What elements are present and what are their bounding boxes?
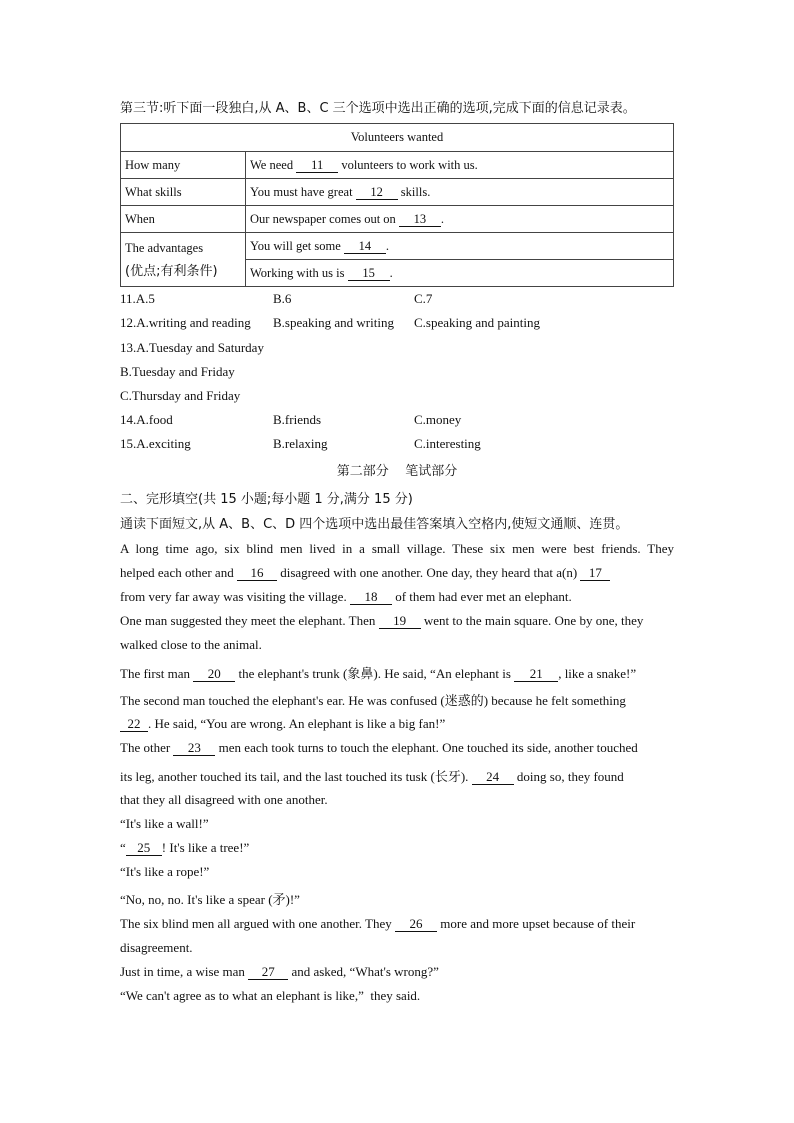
option-c: C.7 — [414, 291, 433, 306]
cloze-instruction: 通读下面短文,从 A、B、C、D 四个选项中选出最佳答案填入空格内,使短文通顺、连贯。 — [120, 517, 629, 532]
passage-line: The first man 20 the elephant's trunk (象鼻). He said, “An elephant is 21 , like a snake!” — [120, 666, 637, 681]
blank-23: 23 — [173, 741, 215, 756]
blank-19: 19 — [379, 614, 421, 629]
passage-line: A long time ago, six blind men lived in a small village. These six men were best friends. They — [120, 541, 674, 556]
passage-line: The other 23 men each took turns to touch the elephant. One touched its side, another touched — [120, 740, 638, 755]
blank-13: 13 — [399, 212, 441, 227]
blank-15: 15 — [348, 266, 390, 281]
option-b: B.speaking and writing — [273, 315, 394, 330]
row-content: You must have great 12 skills. — [246, 179, 674, 206]
passage-line: helped each other and 16 disagreed with one another. One day, they heard that a(n) 17 — [120, 565, 610, 581]
option-13c: C.Thursday and Friday — [120, 388, 241, 403]
blank-25: 25 — [126, 841, 162, 856]
blank-26: 26 — [395, 917, 437, 932]
passage-line: walked close to the animal. — [120, 637, 262, 652]
cloze-section-title: 二、完形填空(共 15 小题;每小题 1 分,满分 15 分) — [120, 492, 413, 507]
passage-line: “ 25 ! It's like a tree!” — [120, 840, 250, 855]
section3-title: 第三节:听下面一段独白,从 A、B、C 三个选项中选出正确的选项,完成下面的信息记录表。 — [120, 101, 636, 116]
options-q12 — [120, 315, 674, 335]
blank-20: 20 — [193, 667, 235, 682]
blank-22: 22 — [120, 717, 148, 732]
blank-14: 14 — [344, 239, 386, 254]
passage-line: “We can't agree as to what an elephant is like,” they said. — [120, 988, 421, 1003]
blank-18: 18 — [350, 590, 392, 605]
options-q14 — [120, 412, 674, 432]
table-row — [121, 233, 674, 260]
blank-27: 27 — [248, 965, 288, 980]
passage-line: from very far away was visiting the village. 18 of them had ever met an elephant. — [120, 589, 572, 604]
option-a: 14.A.food — [120, 412, 173, 427]
passage-line: “No, no, no. It's like a spear (矛)!” — [120, 892, 300, 907]
option-a: 15.A.exciting — [120, 436, 191, 451]
option-13b: B.Tuesday and Friday — [120, 364, 235, 379]
blank-17: 17 — [580, 566, 610, 581]
row-content: Our newspaper comes out on 13 . — [246, 206, 674, 233]
passage-line: disagreement. — [120, 940, 193, 955]
option-b: B.friends — [273, 412, 322, 427]
passage-line: 22 . He said, “You are wrong. An elephant is like a big fan!” — [120, 716, 445, 732]
option-a: 12.A.writing and reading — [120, 315, 251, 330]
row-content: Working with us is 15 . — [246, 260, 674, 287]
row-content: You will get some 14 . — [246, 233, 674, 260]
passage-line: The six blind men all argued with one another. They 26 more and more upset because of their — [120, 916, 636, 931]
table-header: Volunteers wanted — [121, 124, 674, 152]
blank-21: 21 — [514, 667, 558, 682]
option-13a: 13.A.Tuesday and Saturday — [120, 340, 264, 355]
blank-11: 11 — [296, 158, 338, 173]
option-b: B.6 — [273, 291, 292, 306]
option-a: 11.A.5 — [120, 291, 155, 306]
volunteers-table — [120, 123, 674, 287]
passage-line: One man suggested they meet the elephant. Then 19 went to the main square. One by one, they — [120, 613, 644, 628]
option-b: B.relaxing — [273, 436, 328, 451]
option-c: C.money — [414, 412, 462, 427]
passage-line: that they all disagreed with one another. — [120, 792, 328, 807]
table-row — [121, 206, 674, 233]
passage-line: “It's like a rope!” — [120, 864, 210, 879]
row-content: We need 11 volunteers to work with us. — [246, 152, 674, 179]
options-q11 — [120, 291, 674, 311]
options-q15 — [120, 436, 674, 456]
passage-line: The second man touched the elephant's ear. He was confused (迷惑的) because he felt something — [120, 693, 626, 708]
table-row — [121, 152, 674, 179]
row-label: When — [121, 206, 246, 233]
table-row — [121, 179, 674, 206]
option-c: C.speaking and painting — [414, 315, 541, 330]
blank-16: 16 — [237, 566, 277, 581]
row-label: How many — [121, 152, 246, 179]
row-label: What skills — [121, 179, 246, 206]
advantages-label: The advantages (优点;有利条件) — [121, 233, 246, 287]
passage-line: its leg, another touched its tail, and the last touched its tusk (长牙). 24 doing so, they found — [120, 769, 624, 784]
option-c: C.interesting — [414, 436, 481, 451]
blank-12: 12 — [356, 185, 398, 200]
blank-24: 24 — [472, 770, 514, 785]
part2-title: 第二部分 笔试部分 — [336, 464, 458, 479]
passage-line: Just in time, a wise man 27 and asked, “What's wrong?” — [120, 964, 439, 979]
passage-line: “It's like a wall!” — [120, 816, 209, 831]
